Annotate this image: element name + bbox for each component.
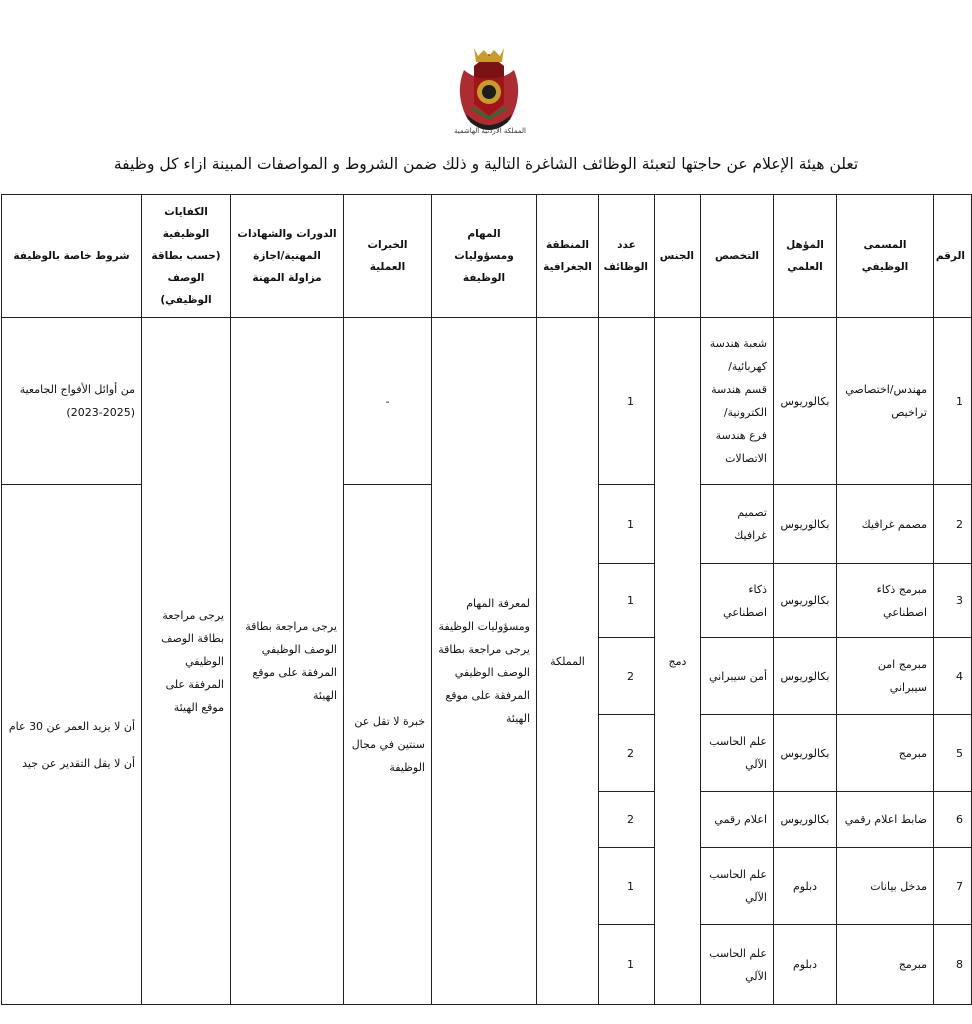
row-number: 4: [934, 638, 972, 715]
vacancies-table: [1, 194, 972, 1005]
row-number: 2: [934, 485, 972, 564]
job-title: مبرمج: [837, 925, 934, 1005]
experience-cell: خبرة لا تقل عن سنتين في مجال الوظيفة: [344, 485, 432, 1005]
job-title: مبرمج امن سيبراني: [837, 638, 934, 715]
qualification: بكالوريوس: [774, 318, 837, 485]
specialization: اعلام رقمي: [701, 792, 774, 848]
row-number: 8: [934, 925, 972, 1005]
header-region: المنطقة الجغرافية: [537, 195, 599, 318]
row-number: 7: [934, 848, 972, 925]
row-number: 3: [934, 564, 972, 638]
vacancy-count: 1: [599, 318, 655, 485]
specialization: شعبة هندسة كهربائية/ قسم هندسة الكترونية/ فرع هندسة الاتصالات: [701, 318, 774, 485]
announcement-headline: تعلن هيئة الإعلام عن حاجتها لتعبئة الوظائف الشاغرة التالية و ذلك ضمن الشروط و المواصفات المبينة ازاء كل وظيفة: [113, 155, 859, 173]
header-qualification: المؤهل العلمي: [774, 195, 837, 318]
emblem-caption: المملكة الأردنية الهاشمية: [453, 127, 527, 135]
specialization: علم الحاسب الآلي: [701, 925, 774, 1005]
vacancy-count: 1: [599, 848, 655, 925]
job-title: مهندس/اختصاصي تراخيص: [837, 318, 934, 485]
specialization: علم الحاسب الآلي: [701, 848, 774, 925]
vacancy-count: 2: [599, 715, 655, 792]
duties-cell: لمعرفة المهام ومسؤوليات الوظيفة يرجى مراجعة بطاقة الوصف الوظيفي المرفقة على موقع الهيئة: [432, 318, 537, 1005]
header-gender: الجنس: [655, 195, 701, 318]
vacancy-count: 2: [599, 638, 655, 715]
job-title: مبرمج ذكاء اصطناعي: [837, 564, 934, 638]
qualification: بكالوريوس: [774, 715, 837, 792]
header-duties: المهام ومسؤوليات الوظيفة: [432, 195, 537, 318]
header-courses: الدورات والشهادات المهنية/اجازة مزاولة المهنة: [231, 195, 344, 318]
job-title: مبرمج: [837, 715, 934, 792]
header-specialization: التخصص: [701, 195, 774, 318]
table-header-row: [2, 195, 972, 318]
job-title: مصمم غرافيك: [837, 485, 934, 564]
qualification: بكالوريوس: [774, 485, 837, 564]
experience-cell: -: [344, 318, 432, 485]
condition-grade: أن لا يقل التقدير عن جيد: [22, 756, 135, 770]
header-conditions: شروط خاصة بالوظيفة: [2, 195, 142, 318]
specialization: علم الحاسب الآلي: [701, 715, 774, 792]
job-title: ضابط اعلام رقمي: [837, 792, 934, 848]
vacancy-count: 1: [599, 485, 655, 564]
vacancy-count: 1: [599, 564, 655, 638]
specialization: أمن سيبراني: [701, 638, 774, 715]
qualification: بكالوريوس: [774, 564, 837, 638]
vacancy-count: 1: [599, 925, 655, 1005]
courses-cell: يرجى مراجعة بطاقة الوصف الوظيفي المرفقة على موقع الهيئة: [231, 318, 344, 1005]
row-number: 1: [934, 318, 972, 485]
competencies-cell: يرجى مراجعة بطاقة الوصف الوظيفي المرفقة على موقع الهيئة: [142, 318, 231, 1005]
qualification: بكالوريوس: [774, 792, 837, 848]
region-cell: المملكة: [537, 318, 599, 1005]
header-experience: الخبرات العملية: [344, 195, 432, 318]
specialization: تصميم غرافيك: [701, 485, 774, 564]
header-title: المسمى الوظيفي: [837, 195, 934, 318]
qualification: بكالوريوس: [774, 638, 837, 715]
header-count: عدد الوظائف: [599, 195, 655, 318]
specialization: ذكاء اصطناعي: [701, 564, 774, 638]
header-number: الرقم: [934, 195, 972, 318]
gender-cell: دمج: [655, 318, 701, 1005]
conditions-cell: [2, 485, 142, 1005]
conditions-cell: من أوائل الأفواج الجامعية (2025-2023): [2, 318, 142, 485]
header-competencies: الكفايات الوظيفية (حسب بطاقة الوصف الوظيفي): [142, 195, 231, 318]
condition-age: أن لا يزيد العمر عن 30 عام: [8, 719, 135, 733]
row-number: 6: [934, 792, 972, 848]
qualification: دبلوم: [774, 848, 837, 925]
coat-of-arms-emblem: [444, 44, 534, 140]
job-title: مدخل بيانات: [837, 848, 934, 925]
row-number: 5: [934, 715, 972, 792]
qualification: دبلوم: [774, 925, 837, 1005]
vacancy-count: 2: [599, 792, 655, 848]
table-row: [2, 318, 972, 485]
